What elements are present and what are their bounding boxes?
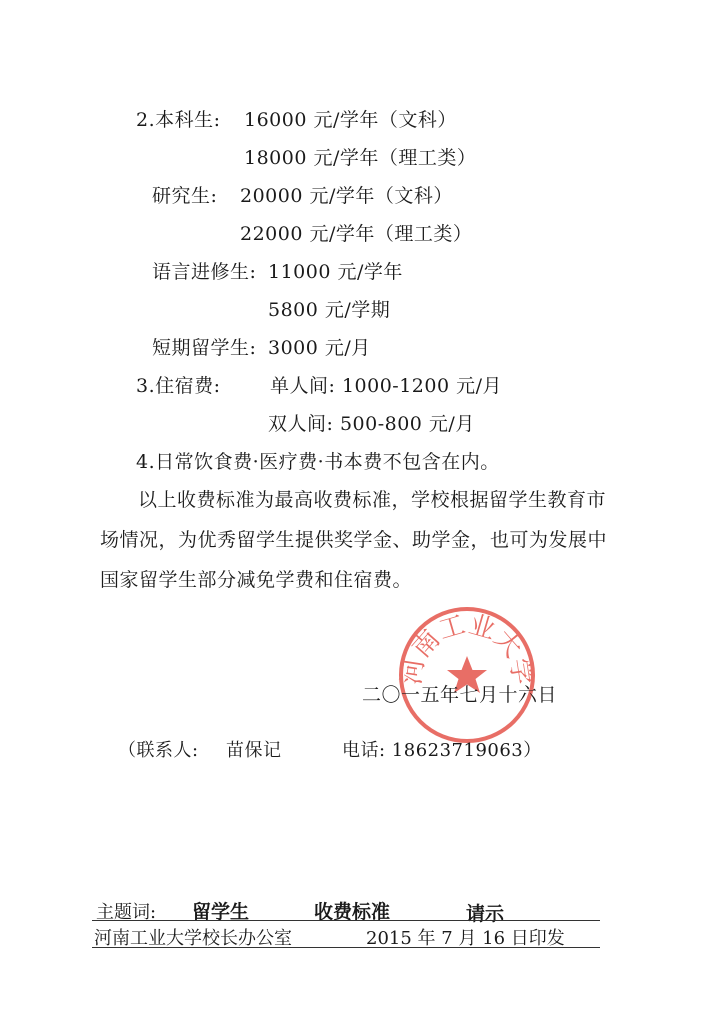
grad-science-fee: 22000 元/学年（理工类） bbox=[240, 223, 473, 245]
document-date: 二〇一五年七月十六日 bbox=[362, 684, 558, 706]
official-seal bbox=[396, 604, 538, 746]
keywords-label: 主题词: bbox=[96, 902, 157, 923]
language-year-fee: 11000 元/学年 bbox=[268, 261, 403, 283]
double-room-fee: 双人间: 500-800 元/月 bbox=[268, 413, 475, 435]
undergrad-liberal-fee: 16000 元/学年（文科） bbox=[244, 109, 457, 131]
fee-policy-paragraph bbox=[100, 480, 620, 600]
contact-phone: 电话: 18623719063） bbox=[342, 740, 542, 761]
single-room-fee: 单人间: 1000-1200 元/月 bbox=[270, 375, 503, 397]
keyword-students: 留学生 bbox=[192, 901, 250, 923]
grad-label: 研究生: bbox=[152, 185, 218, 207]
issue-date: 2015 年 7 月 16 日印发 bbox=[366, 928, 565, 949]
fee-policy-text: 以上收费标准为最高收费标准，学校根据留学生教育市场情况，为优秀留学生提供奖学金、助学金，也可为发展中国家留学生部分减免学费和住宿费。 bbox=[100, 489, 608, 591]
issuing-office: 河南工业大学校长办公室 bbox=[94, 928, 292, 949]
short-term-label: 短期留学生: bbox=[152, 337, 257, 359]
grad-liberal-fee: 20000 元/学年（文科） bbox=[240, 185, 453, 207]
language-term-fee: 5800 元/学期 bbox=[268, 299, 391, 321]
item-4-exclusions: 4.日常饮食费·医疗费·书本费不包含在内。 bbox=[136, 451, 500, 473]
housing-label: 3.住宿费: bbox=[136, 375, 221, 397]
undergrad-science-fee: 18000 元/学年（理工类） bbox=[244, 147, 477, 169]
footer-rule-bottom bbox=[92, 947, 600, 948]
language-label: 语言进修生: bbox=[152, 261, 257, 283]
seal-text: 河南工业大学 bbox=[396, 609, 538, 687]
footer-rule-top bbox=[92, 920, 600, 921]
keyword-request: 请示 bbox=[466, 903, 505, 925]
short-term-fee: 3000 元/月 bbox=[268, 337, 371, 359]
contact-person-label: （联系人: bbox=[118, 740, 199, 761]
keyword-fee-standard: 收费标准 bbox=[314, 901, 391, 923]
undergrad-label: 2.本科生: bbox=[136, 109, 221, 131]
contact-person-name: 苗保记 bbox=[226, 740, 282, 761]
